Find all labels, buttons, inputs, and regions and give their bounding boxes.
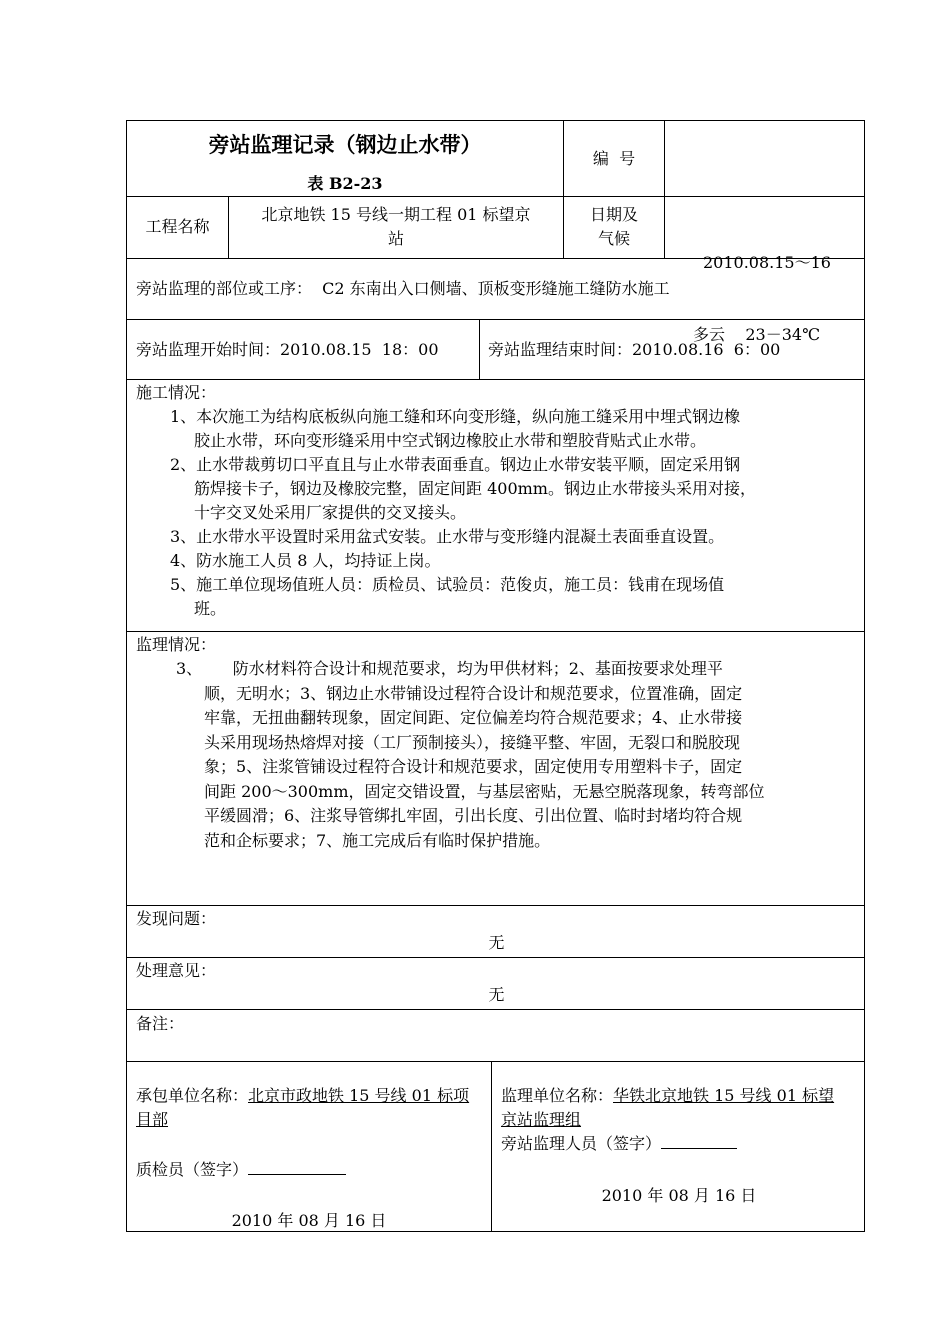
handling-label: 处理意见： — [136, 961, 217, 980]
divider — [479, 319, 480, 379]
date-label: 日期及 — [589, 205, 638, 224]
issues-label: 发现问题： — [136, 909, 217, 928]
construction-heading: 施工情况： — [136, 383, 217, 402]
supervisor-signature-line[interactable] — [661, 1134, 737, 1149]
date-value: 2010.08.15～16 — [703, 253, 831, 272]
construction-section — [136, 381, 861, 621]
divider — [127, 1009, 864, 1010]
supervision-line: 间距 200～300mm，固定交错设置，与基层密贴，无悬空脱落现象，转弯部位 — [204, 781, 765, 801]
construction-item-line: 胶止水带，环向变形缝采用中空式钢边橡胶止水带和塑胶背贴式止水带。 — [194, 431, 707, 450]
construction-item-line: 3、止水带水平设置时采用盆式安装。止水带与变形缝内混凝土表面垂直设置。 — [170, 527, 725, 546]
supervision-record-form — [126, 120, 865, 1232]
supervisor-signature-label: 旁站监理人员（签字） — [501, 1134, 662, 1153]
location-text: 旁站监理的部位或工序： C2 东南出入口侧墙、顶板变形缝施工缝防水施工 — [136, 279, 670, 298]
divider — [664, 121, 665, 258]
remarks-label: 备注： — [136, 1014, 185, 1033]
divider — [127, 196, 864, 197]
project-name-value: 北京地铁 15 号线一期工程 01 标望京 — [261, 205, 531, 224]
handling-value: 无 — [488, 985, 505, 1004]
divider — [127, 631, 864, 632]
supervision-line: 顺，无明水；3、钢边止水带铺设过程符合设计和规范要求，位置准确，固定 — [204, 683, 743, 703]
construction-item — [136, 453, 861, 525]
construction-item-line: 十字交叉处采用厂家提供的交叉接头。 — [194, 503, 467, 522]
construction-item-line: 1、本次施工为结构底板纵向施工缝和环向变形缝，纵向施工缝采用中埋式钢边橡 — [170, 407, 741, 426]
supervision-line: 3、 防水材料符合设计和规范要求，均为甲供材料；2、基面按要求处理平 — [176, 659, 723, 678]
divider — [127, 1061, 864, 1062]
supervision-line: 范和企标要求；7、施工完成后有临时保护措施。 — [204, 830, 551, 850]
supervision-line: 头采用现场热熔焊对接（工厂预制接头），接缝平整、牢固，无裂口和脱胶现 — [204, 732, 741, 752]
construction-item — [136, 525, 861, 549]
project-name-value-cont: 站 — [387, 229, 404, 248]
weather-label: 气候 — [597, 229, 630, 248]
construction-item-line: 4、防水施工人员 8 人，均持证上岗。 — [170, 551, 441, 570]
divider — [127, 957, 864, 958]
contractor-label: 承包单位名称： — [136, 1086, 249, 1105]
supervisor-label: 监理单位名称： — [501, 1086, 614, 1105]
construction-item — [136, 405, 861, 453]
construction-item-line: 班。 — [194, 599, 227, 618]
number-label: 编 号 — [592, 149, 636, 168]
contractor-name: 北京市政地铁 15 号线 01 标项 — [248, 1086, 470, 1105]
supervision-section — [136, 633, 861, 853]
supervision-heading: 监理情况： — [136, 635, 217, 654]
supervisor-name: 华铁北京地铁 15 号线 01 标望 — [613, 1086, 835, 1105]
construction-item-line: 2、止水带裁剪切口平直且与止水带表面垂直。钢边止水带安装平顺，固定采用钢 — [170, 455, 741, 474]
supervisor-block — [501, 1084, 861, 1156]
contractor-block — [136, 1084, 486, 1182]
weather-value: 多云 23－34℃ — [693, 325, 820, 344]
supervision-line: 象；5、注浆管铺设过程符合设计和规范要求，固定使用专用塑料卡子，固定 — [204, 757, 743, 776]
contractor-date: 2010 年 08 月 16 日 — [231, 1211, 387, 1230]
supervisor-name-cont: 京站监理组 — [501, 1110, 582, 1129]
divider — [127, 905, 864, 906]
supervision-line: 牢靠，无扭曲翻转现象，固定间距、定位偏差均符合规范要求；4、止水带接 — [204, 708, 743, 727]
form-code: 表 B2-23 — [307, 174, 383, 193]
start-time: 旁站监理开始时间：2010.08.15 18：00 — [136, 340, 439, 359]
supervisor-date: 2010 年 08 月 16 日 — [601, 1186, 757, 1205]
issues-value: 无 — [488, 933, 505, 952]
construction-item-line: 筋焊接卡子，钢边及橡胶完整，固定间距 400mm。钢边止水带接头采用对接， — [194, 479, 756, 498]
construction-item — [136, 549, 861, 573]
page-title: 旁站监理记录（钢边止水带） — [208, 133, 482, 157]
construction-item — [136, 573, 861, 621]
project-name-label: 工程名称 — [145, 217, 210, 236]
contractor-name-cont: 目部 — [136, 1110, 169, 1129]
inspector-signature-line[interactable] — [248, 1160, 346, 1175]
end-time: 旁站监理结束时间：2010.08.16 6：00 — [488, 340, 781, 359]
construction-item-line: 5、施工单位现场值班人员：质检员、试验员：范俊贞，施工员：钱甫在现场值 — [170, 575, 725, 594]
supervision-line: 平缓圆滑；6、注浆导管绑扎牢固，引出长度、引出位置、临时封堵均符合规 — [204, 806, 743, 825]
inspector-signature-label: 质检员（签字） — [136, 1160, 249, 1179]
